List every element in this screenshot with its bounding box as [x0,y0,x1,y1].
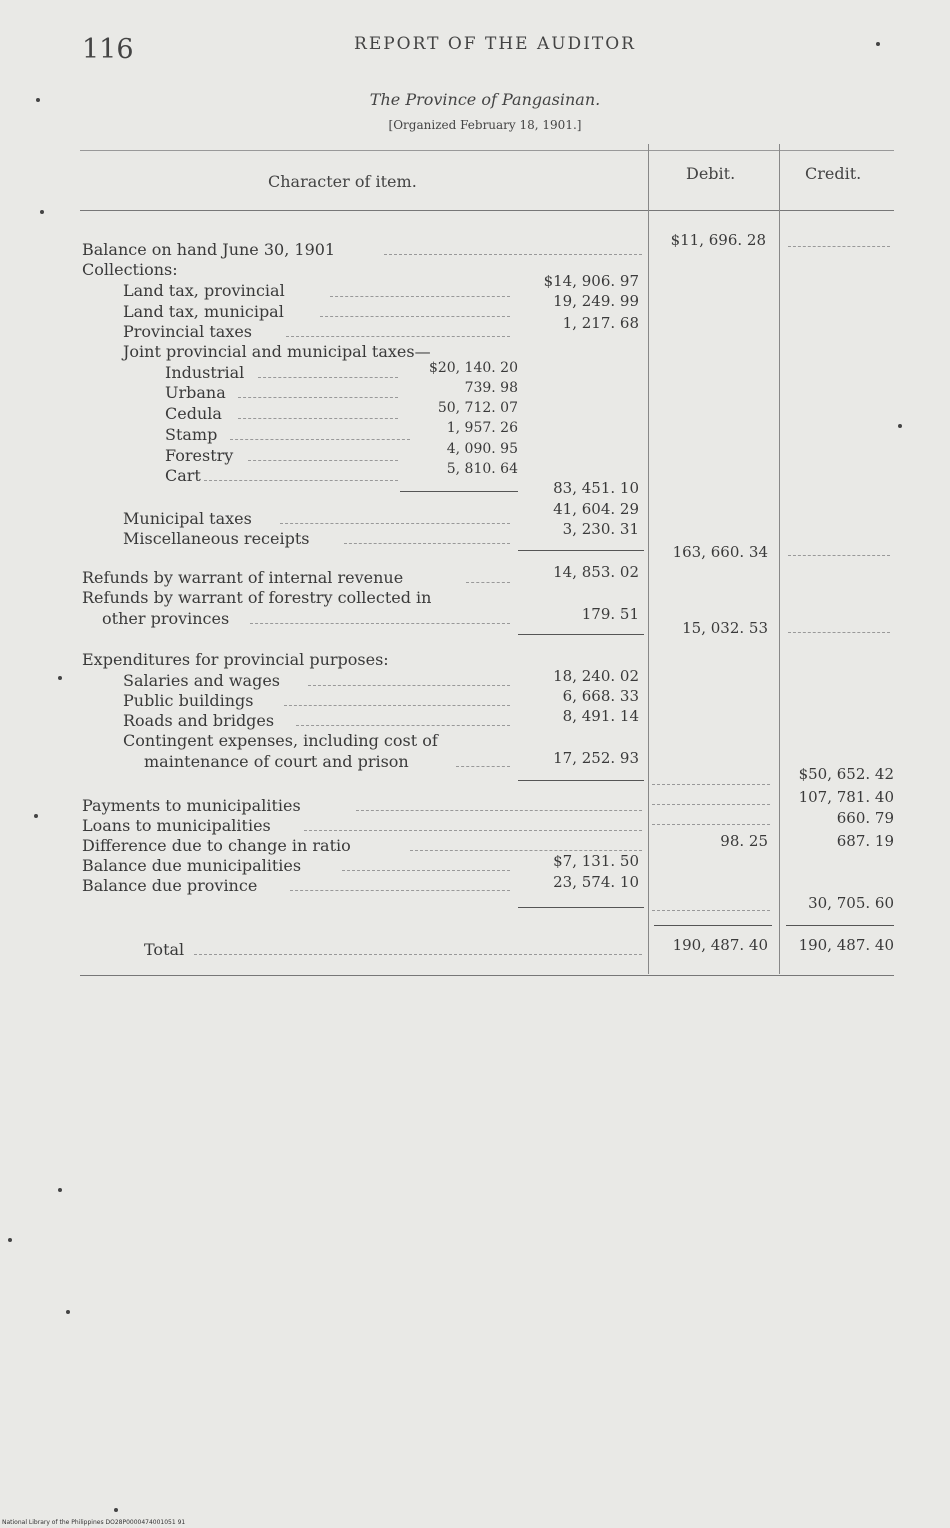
sub-amount: $20, 140. 20 [428,360,518,376]
dot-leader [286,334,510,337]
dot-leader [344,541,510,544]
subtotal-rule [400,491,518,492]
row-label: Cart [165,466,201,485]
subtotal-rule [518,780,644,781]
dot-leader [204,478,398,481]
section-heading: Collections: [82,260,178,279]
item-amount: $7, 131. 50 [553,852,639,870]
row-label: Loans to municipalities [82,816,271,835]
scan-speck [58,1188,62,1192]
sub-amount: 739. 98 [464,380,518,396]
dot-leader [290,888,510,891]
credit-amount: $50, 652. 42 [798,765,894,783]
dot-leader [456,764,510,767]
row-label: maintenance of court and prison [144,752,409,771]
dot-leader [304,828,642,831]
scan-speck [66,1310,70,1314]
subtitle: The Province of Pangasinan. [369,90,601,109]
dot-leader [320,314,510,317]
dot-leader [356,808,642,811]
dot-leader [466,580,510,583]
row-label: Stamp [165,425,218,444]
item-amount: 41, 604. 29 [553,500,639,518]
row-label: Industrial [165,363,245,382]
scan-footer: National Library of the Philippines DO28P0000474001051 91 [2,1519,186,1526]
scan-speck [8,1238,12,1242]
subtotal-rule [518,550,644,551]
credit-amount: 687. 19 [836,832,894,850]
row-label: Payments to municipalities [82,796,301,815]
dot-leader [250,621,510,624]
credit-leader [788,244,890,247]
scan-speck [58,676,62,680]
total-credit: 190, 487. 40 [798,936,894,954]
column-header-credit: Credit. [805,164,862,183]
table-top-rule [80,150,894,151]
running-head: REPORT OF THE AUDITOR [354,34,636,54]
dot-leader [308,683,510,686]
item-amount: 19, 249. 99 [553,292,639,310]
row-label: Provincial taxes [123,322,252,341]
scan-speck [34,814,38,818]
dot-leader [284,703,510,706]
row-label: Cedula [165,404,222,423]
credit-amount: 30, 705. 60 [808,894,894,912]
scan-speck [36,98,40,102]
row-label: Balance due province [82,876,258,895]
dot-leader [230,437,410,440]
item-amount: $14, 906. 97 [543,272,639,290]
row-label: Municipal taxes [123,509,252,528]
debit-amount: 163, 660. 34 [672,543,768,561]
dot-leader [248,458,398,461]
dot-leader [410,848,642,851]
scan-speck [114,1508,118,1512]
row-label: Urbana [165,383,226,402]
sub-amount: 5, 810. 64 [446,461,518,477]
column-header-debit: Debit. [686,164,736,183]
item-amount: 3, 230. 31 [562,520,639,538]
debit-column-rule [648,144,649,974]
total-debit: 190, 487. 40 [672,936,768,954]
item-amount: 8, 491. 14 [562,707,639,725]
item-amount: 17, 252. 93 [553,749,639,767]
subtotal-rule [518,634,644,635]
item-amount: 1, 217. 68 [562,314,639,332]
subsection-heading: Joint provincial and municipal taxes— [123,342,431,361]
organized-date: [Organized February 18, 1901.] [388,118,582,132]
debit-leader [652,782,770,785]
debit-amount: 15, 032. 53 [682,619,768,637]
row-label: Balance due municipalities [82,856,302,875]
dot-leader [238,416,398,419]
credit-leader [788,553,890,556]
credit-amount: 107, 781. 40 [798,788,894,806]
row-label: Salaries and wages [123,671,281,690]
row-label: Refunds by warrant of forestry collected in [82,588,432,607]
dot-leader [280,521,510,524]
row-label: Difference due to change in ratio [82,836,351,855]
row-label: Public buildings [123,691,254,710]
dot-leader [258,375,398,378]
dot-leader [238,395,398,398]
page-number: 116 [82,34,134,65]
column-header-item: Character of item. [268,172,417,191]
subtotal-rule [518,907,644,908]
row-label: Refunds by warrant of internal revenue [82,568,404,587]
credit-column-rule [779,144,780,974]
row-label: Miscellaneous receipts [123,529,310,548]
item-amount: 14, 853. 02 [553,563,639,581]
row-label: Contingent expenses, including cost of [123,731,438,750]
debit-leader [652,908,770,911]
scan-speck [40,210,44,214]
sub-amount: 1, 957. 26 [446,420,518,436]
debit-amount: $11, 696. 28 [670,231,766,249]
row-label: Land tax, municipal [123,302,284,321]
dot-leader [296,723,510,726]
dot-leader [194,952,642,955]
total-label: Total [144,940,185,959]
item-amount: 23, 574. 10 [553,873,639,891]
row-label: other provinces [102,609,230,628]
credit-leader [788,630,890,633]
row-label: Land tax, provincial [123,281,285,300]
scan-speck [898,424,902,428]
scan-speck [876,42,880,46]
header-bottom-rule [80,210,894,211]
dot-leader [384,252,642,255]
item-amount: 18, 240. 02 [553,667,639,685]
sub-amount: 50, 712. 07 [437,400,518,416]
item-amount: 83, 451. 10 [553,479,639,497]
debit-leader [652,822,770,825]
dot-leader [342,868,510,871]
table-bottom-rule [80,975,894,976]
dot-leader [330,294,510,297]
debit-amount: 98. 25 [720,832,768,850]
sub-amount: 4, 090. 95 [446,441,518,457]
total-rule [654,925,772,926]
item-amount: 179. 51 [581,605,639,623]
row-label: Roads and bridges [123,711,275,730]
section-heading: Expenditures for provincial purposes: [82,650,389,669]
credit-amount: 660. 79 [836,809,894,827]
row-label: Balance on hand June 30, 1901 [82,240,336,259]
row-label: Forestry [165,446,234,465]
debit-leader [652,802,770,805]
total-rule [786,925,894,926]
item-amount: 6, 668. 33 [562,687,639,705]
